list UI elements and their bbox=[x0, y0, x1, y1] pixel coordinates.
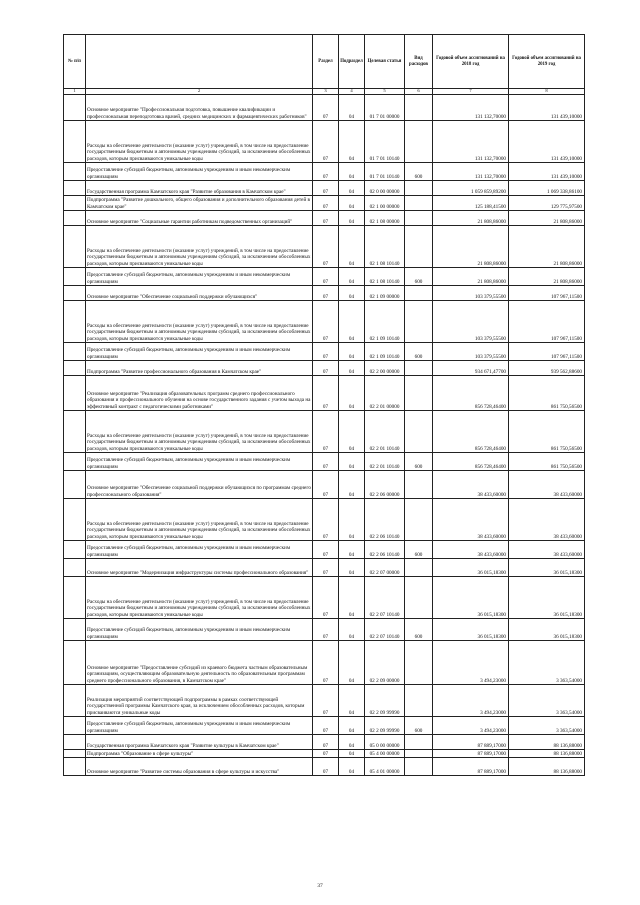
cell-expense-type bbox=[405, 735, 433, 750]
cell-target-article: 02 2 09 99990 bbox=[365, 717, 405, 735]
cell-target-article: 02 2 01 10140 bbox=[365, 411, 405, 453]
cell-name: Основное мероприятие "Обеспечение социальной поддержки обучающихся" bbox=[86, 286, 313, 301]
cell-target-article: 01 7 01 00000 bbox=[365, 95, 405, 121]
cell-number bbox=[64, 717, 86, 735]
cell-amount-2019: 861 750,56500 bbox=[509, 453, 585, 471]
cell-target-article: 02 1 08 10140 bbox=[365, 226, 405, 268]
cell-target-article: 05 0 00 00000 bbox=[365, 735, 405, 750]
cell-subsection: 04 bbox=[339, 559, 365, 577]
cell-amount-2018: 103 379,55500 bbox=[433, 301, 509, 343]
cell-name: Расходы на обеспечение деятельности (оказание услуг) учреждений, в том числе на предоставление государственным бюджетным и автономным учреждениям субсидий, за исключением обособленных расходов, которым присваиваются уникальные коды bbox=[86, 121, 313, 163]
cell-amount-2018: 856 728,46400 bbox=[433, 376, 509, 411]
cell-target-article: 02 2 01 00000 bbox=[365, 376, 405, 411]
cell-target-article: 02 2 09 99990 bbox=[365, 685, 405, 717]
table-row bbox=[64, 735, 585, 750]
cell-name: Основное мероприятие "Обеспечение социальной поддержки обучающихся по программам среднего профессионального образования" bbox=[86, 471, 313, 499]
cell-number bbox=[64, 758, 86, 776]
cell-amount-2018: 87 889,17000 bbox=[433, 735, 509, 750]
cell-number bbox=[64, 181, 86, 196]
cell-amount-2019: 3 363,54000 bbox=[509, 685, 585, 717]
table-row bbox=[64, 95, 585, 121]
cell-section: 07 bbox=[313, 750, 339, 758]
cell-amount-2019: 131 439,10000 bbox=[509, 121, 585, 163]
cell-section: 07 bbox=[313, 226, 339, 268]
cell-expense-type bbox=[405, 301, 433, 343]
cell-name: Расходы на обеспечение деятельности (оказание услуг) учреждений, в том числе на предоставление государственным бюджетным и автономным учреждениям субсидий, за исключением обособленных расходов, которым присваиваются уникальные коды bbox=[86, 301, 313, 343]
cell-name: Подпрограмма "Образование в сфере культуры" bbox=[86, 750, 313, 758]
cell-number bbox=[64, 453, 86, 471]
cell-amount-2018: 125 188,41500 bbox=[433, 196, 509, 211]
cell-amount-2019: 88 136,88000 bbox=[509, 735, 585, 750]
header-number: № п/п bbox=[64, 35, 86, 89]
cell-amount-2018: 3 494,23000 bbox=[433, 685, 509, 717]
cell-name: Основное мероприятие "Модернизация инфраструктуры системы профессионального образования" bbox=[86, 559, 313, 577]
cell-target-article: 05 4 01 00000 bbox=[365, 758, 405, 776]
cell-subsection: 04 bbox=[339, 499, 365, 541]
cell-amount-2018: 38 433,60000 bbox=[433, 499, 509, 541]
cell-amount-2018: 36 015,18300 bbox=[433, 559, 509, 577]
cell-subsection: 04 bbox=[339, 735, 365, 750]
cell-target-article: 01 7 01 10140 bbox=[365, 121, 405, 163]
cell-amount-2019: 107 967,11500 bbox=[509, 301, 585, 343]
cell-name: Основное мероприятие "Профессиональная подготовка, повышение квалификации и профессиональная переподготовка врачей, средних медицинских и фармацевтических работников" bbox=[86, 95, 313, 121]
cell-subsection: 04 bbox=[339, 301, 365, 343]
cell-target-article: 02 2 01 10140 bbox=[365, 453, 405, 471]
cell-amount-2018: 36 015,18300 bbox=[433, 577, 509, 619]
cell-amount-2018: 103 379,55500 bbox=[433, 343, 509, 361]
cell-name: Расходы на обеспечение деятельности (оказание услуг) учреждений, в том числе на предоставление государственным бюджетным и автономным учреждениям субсидий, за исключением обособленных расходов, которым присваиваются уникальные коды bbox=[86, 226, 313, 268]
cell-section: 07 bbox=[313, 286, 339, 301]
cell-target-article: 02 2 06 10140 bbox=[365, 541, 405, 559]
cell-section: 07 bbox=[313, 717, 339, 735]
header-expense-type: Вид расходов bbox=[405, 35, 433, 89]
cell-amount-2019: 3 363,54000 bbox=[509, 641, 585, 685]
cell-number bbox=[64, 226, 86, 268]
table-row bbox=[64, 758, 585, 776]
cell-number bbox=[64, 361, 86, 376]
cell-expense-type: 600 bbox=[405, 541, 433, 559]
cell-amount-2018: 856 728,46400 bbox=[433, 453, 509, 471]
cell-amount-2019: 21 808,86000 bbox=[509, 211, 585, 226]
cell-number bbox=[64, 301, 86, 343]
cell-name: Предоставление субсидий бюджетным, автономным учреждениям и иным некоммерческим организациям bbox=[86, 541, 313, 559]
cell-amount-2019: 131 439,10000 bbox=[509, 95, 585, 121]
cell-amount-2019: 861 750,56500 bbox=[509, 411, 585, 453]
cell-target-article: 02 2 09 00000 bbox=[365, 641, 405, 685]
cell-number bbox=[64, 685, 86, 717]
cell-section: 07 bbox=[313, 211, 339, 226]
cell-name: Предоставление субсидий бюджетным, автономным учреждениям и иным некоммерческим организациям bbox=[86, 163, 313, 181]
table-row bbox=[64, 361, 585, 376]
cell-amount-2019: 107 967,11500 bbox=[509, 343, 585, 361]
cell-section: 07 bbox=[313, 559, 339, 577]
cell-name: Предоставление субсидий бюджетным, автономным учреждениям и иным некоммерческим организациям bbox=[86, 343, 313, 361]
table-row bbox=[64, 717, 585, 735]
header-2019: Годовой объем ассигнований на 2019 год bbox=[509, 35, 585, 89]
column-number: 6 bbox=[405, 89, 433, 95]
cell-number bbox=[64, 577, 86, 619]
cell-subsection: 04 bbox=[339, 685, 365, 717]
cell-amount-2019: 131 439,10000 bbox=[509, 163, 585, 181]
table-row bbox=[64, 196, 585, 211]
cell-amount-2019: 3 363,54000 bbox=[509, 717, 585, 735]
cell-expense-type bbox=[405, 641, 433, 685]
table-row bbox=[64, 453, 585, 471]
cell-amount-2019: 88 136,88000 bbox=[509, 758, 585, 776]
cell-amount-2018: 38 433,60000 bbox=[433, 541, 509, 559]
cell-target-article: 02 2 07 10140 bbox=[365, 619, 405, 641]
table-row bbox=[64, 343, 585, 361]
cell-expense-type bbox=[405, 226, 433, 268]
table-row bbox=[64, 376, 585, 411]
cell-target-article: 02 2 06 10140 bbox=[365, 499, 405, 541]
cell-target-article: 02 1 00 00000 bbox=[365, 196, 405, 211]
cell-amount-2018: 36 015,18300 bbox=[433, 619, 509, 641]
cell-expense-type bbox=[405, 499, 433, 541]
column-number: 4 bbox=[339, 89, 365, 95]
column-number: 5 bbox=[365, 89, 405, 95]
cell-section: 07 bbox=[313, 376, 339, 411]
cell-subsection: 04 bbox=[339, 376, 365, 411]
cell-number bbox=[64, 499, 86, 541]
page-number: 37 bbox=[317, 883, 323, 889]
cell-expense-type: 600 bbox=[405, 268, 433, 286]
cell-target-article: 02 2 07 10140 bbox=[365, 577, 405, 619]
cell-subsection: 04 bbox=[339, 750, 365, 758]
cell-name: Расходы на обеспечение деятельности (оказание услуг) учреждений, в том числе на предоставление государственным бюджетным и автономным учреждениям субсидий, за исключением обособленных расходов, которым присваиваются уникальные коды bbox=[86, 499, 313, 541]
header-name bbox=[86, 35, 313, 89]
cell-name: Основное мероприятие "Реализация образовательных программ среднего профессионального образования и профессионального обучения на основе государственного задания с учетом выхода на эффективный контракт с педагогическими работниками" bbox=[86, 376, 313, 411]
cell-number bbox=[64, 343, 86, 361]
cell-name: Государственная программа Камчатского края "Развитие образования в Камчатском крае" bbox=[86, 181, 313, 196]
cell-section: 07 bbox=[313, 361, 339, 376]
cell-amount-2019: 939 562,88600 bbox=[509, 361, 585, 376]
table-row bbox=[64, 471, 585, 499]
cell-target-article: 02 2 00 00000 bbox=[365, 361, 405, 376]
cell-section: 07 bbox=[313, 735, 339, 750]
cell-section: 07 bbox=[313, 411, 339, 453]
cell-name: Государственная программа Камчатского края "Развитие культуры в Камчатском крае" bbox=[86, 735, 313, 750]
cell-name: Основное мероприятие "Социальные гарантии работникам подведомственных организаций" bbox=[86, 211, 313, 226]
cell-amount-2019: 36 015,18300 bbox=[509, 619, 585, 641]
cell-target-article: 02 1 09 00000 bbox=[365, 286, 405, 301]
cell-section: 07 bbox=[313, 343, 339, 361]
cell-amount-2018: 3 494,23000 bbox=[433, 641, 509, 685]
table-row bbox=[64, 121, 585, 163]
cell-subsection: 04 bbox=[339, 758, 365, 776]
cell-number bbox=[64, 121, 86, 163]
cell-name: Расходы на обеспечение деятельности (оказание услуг) учреждений, в том числе на предоставление государственным бюджетным и автономным учреждениям субсидий, за исключением обособленных расходов, которым присваиваются уникальные коды bbox=[86, 411, 313, 453]
cell-number bbox=[64, 286, 86, 301]
header-section: Раздел bbox=[313, 35, 339, 89]
cell-subsection: 04 bbox=[339, 286, 365, 301]
cell-section: 07 bbox=[313, 121, 339, 163]
cell-name: Предоставление субсидий бюджетным, автономным учреждениям и иным некоммерческим организациям bbox=[86, 717, 313, 735]
table-row bbox=[64, 685, 585, 717]
cell-subsection: 04 bbox=[339, 411, 365, 453]
cell-amount-2018: 38 433,60000 bbox=[433, 471, 509, 499]
cell-amount-2019: 38 433,60000 bbox=[509, 471, 585, 499]
cell-target-article: 02 1 09 10140 bbox=[365, 301, 405, 343]
cell-amount-2019: 36 015,18300 bbox=[509, 577, 585, 619]
cell-amount-2018: 856 728,46400 bbox=[433, 411, 509, 453]
cell-amount-2018: 87 889,17000 bbox=[433, 750, 509, 758]
budget-table bbox=[63, 34, 585, 776]
cell-amount-2018: 103 379,55500 bbox=[433, 286, 509, 301]
column-number: 2 bbox=[86, 89, 313, 95]
cell-amount-2018: 131 132,70000 bbox=[433, 95, 509, 121]
cell-subsection: 04 bbox=[339, 181, 365, 196]
cell-section: 07 bbox=[313, 163, 339, 181]
cell-number bbox=[64, 163, 86, 181]
cell-section: 07 bbox=[313, 758, 339, 776]
header-target-article: Целевая статья bbox=[365, 35, 405, 89]
cell-amount-2019: 88 136,88000 bbox=[509, 750, 585, 758]
cell-amount-2019: 21 808,86000 bbox=[509, 226, 585, 268]
cell-expense-type bbox=[405, 559, 433, 577]
table-row bbox=[64, 163, 585, 181]
cell-amount-2018: 87 889,17000 bbox=[433, 758, 509, 776]
cell-amount-2018: 21 808,86000 bbox=[433, 211, 509, 226]
table-row bbox=[64, 411, 585, 453]
cell-expense-type: 600 bbox=[405, 343, 433, 361]
cell-target-article: 02 2 06 00000 bbox=[365, 471, 405, 499]
table-row bbox=[64, 641, 585, 685]
cell-section: 07 bbox=[313, 181, 339, 196]
cell-number bbox=[64, 641, 86, 685]
cell-amount-2019: 129 775,97500 bbox=[509, 196, 585, 211]
cell-section: 07 bbox=[313, 577, 339, 619]
cell-target-article: 05 4 00 00000 bbox=[365, 750, 405, 758]
cell-number bbox=[64, 735, 86, 750]
cell-subsection: 04 bbox=[339, 343, 365, 361]
cell-number bbox=[64, 211, 86, 226]
cell-subsection: 04 bbox=[339, 196, 365, 211]
cell-subsection: 04 bbox=[339, 641, 365, 685]
cell-section: 07 bbox=[313, 619, 339, 641]
cell-section: 07 bbox=[313, 641, 339, 685]
cell-expense-type bbox=[405, 181, 433, 196]
cell-expense-type bbox=[405, 685, 433, 717]
table-row bbox=[64, 541, 585, 559]
cell-subsection: 04 bbox=[339, 163, 365, 181]
cell-subsection: 04 bbox=[339, 211, 365, 226]
table-body bbox=[64, 95, 585, 776]
column-number: 3 bbox=[313, 89, 339, 95]
cell-name: Реализация мероприятий соответствующей подпрограммы в рамках соответствующей государственной программы Камчатского края, за исключением обособленных расходов, которым присваиваются уникальные коды bbox=[86, 685, 313, 717]
cell-amount-2019: 1 069 338,86100 bbox=[509, 181, 585, 196]
table-row bbox=[64, 268, 585, 286]
cell-expense-type: 600 bbox=[405, 163, 433, 181]
cell-section: 07 bbox=[313, 541, 339, 559]
cell-expense-type bbox=[405, 577, 433, 619]
table-row bbox=[64, 181, 585, 196]
cell-section: 07 bbox=[313, 685, 339, 717]
cell-name: Основное мероприятие "Предоставление субсидий из краевого бюджета частным образовательным организациям, осуществляющим образовательную деятельность по образовательным программам среднего профессионального образования, в Камчатском крае" bbox=[86, 641, 313, 685]
cell-number bbox=[64, 619, 86, 641]
cell-expense-type: 600 bbox=[405, 717, 433, 735]
cell-amount-2018: 1 059 859,89200 bbox=[433, 181, 509, 196]
cell-expense-type: 600 bbox=[405, 453, 433, 471]
cell-expense-type bbox=[405, 376, 433, 411]
table-header-row bbox=[64, 35, 585, 89]
cell-number bbox=[64, 268, 86, 286]
cell-section: 07 bbox=[313, 301, 339, 343]
cell-amount-2019: 21 808,86000 bbox=[509, 268, 585, 286]
cell-subsection: 04 bbox=[339, 619, 365, 641]
cell-name: Основное мероприятие "Развитие системы образования в сфере культуры и искусства" bbox=[86, 758, 313, 776]
cell-number bbox=[64, 95, 86, 121]
cell-expense-type bbox=[405, 286, 433, 301]
cell-subsection: 04 bbox=[339, 577, 365, 619]
cell-section: 07 bbox=[313, 453, 339, 471]
cell-section: 07 bbox=[313, 471, 339, 499]
cell-target-article: 02 1 08 00000 bbox=[365, 211, 405, 226]
table-row bbox=[64, 577, 585, 619]
cell-amount-2018: 131 132,70000 bbox=[433, 163, 509, 181]
table-row bbox=[64, 211, 585, 226]
cell-target-article: 02 0 00 00000 bbox=[365, 181, 405, 196]
cell-amount-2018: 21 808,86000 bbox=[433, 268, 509, 286]
cell-expense-type bbox=[405, 211, 433, 226]
cell-subsection: 04 bbox=[339, 268, 365, 286]
cell-target-article: 01 7 01 10140 bbox=[365, 163, 405, 181]
cell-expense-type bbox=[405, 121, 433, 163]
cell-amount-2019: 38 433,60000 bbox=[509, 541, 585, 559]
cell-name: Подпрограмма "Развитие профессионального образования в Камчатском крае" bbox=[86, 361, 313, 376]
cell-subsection: 04 bbox=[339, 453, 365, 471]
cell-amount-2019: 107 967,11500 bbox=[509, 286, 585, 301]
column-number: 1 bbox=[64, 89, 86, 95]
cell-expense-type bbox=[405, 411, 433, 453]
cell-name: Предоставление субсидий бюджетным, автономным учреждениям и иным некоммерческим организациям bbox=[86, 619, 313, 641]
header-subsection: Подраздел bbox=[339, 35, 365, 89]
cell-name: Расходы на обеспечение деятельности (оказание услуг) учреждений, в том числе на предоставление государственным бюджетным и автономным учреждениям субсидий, за исключением обособленных расходов, которым присваиваются уникальные коды bbox=[86, 577, 313, 619]
header-2018: Годовой объем ассигнований на 2018 год bbox=[433, 35, 509, 89]
cell-number bbox=[64, 376, 86, 411]
cell-expense-type bbox=[405, 471, 433, 499]
column-number: 8 bbox=[509, 89, 585, 95]
cell-amount-2019: 36 015,18300 bbox=[509, 559, 585, 577]
cell-name: Подпрограмма "Развитие дошкольного, общего образования и дополнительного образования детей в Камчатском крае" bbox=[86, 196, 313, 211]
cell-number bbox=[64, 750, 86, 758]
cell-expense-type bbox=[405, 196, 433, 211]
cell-section: 07 bbox=[313, 268, 339, 286]
table-row bbox=[64, 226, 585, 268]
cell-subsection: 04 bbox=[339, 541, 365, 559]
cell-subsection: 04 bbox=[339, 226, 365, 268]
cell-subsection: 04 bbox=[339, 717, 365, 735]
cell-number bbox=[64, 196, 86, 211]
cell-number bbox=[64, 541, 86, 559]
cell-amount-2018: 3 494,23000 bbox=[433, 717, 509, 735]
cell-expense-type bbox=[405, 750, 433, 758]
cell-expense-type bbox=[405, 95, 433, 121]
cell-expense-type: 600 bbox=[405, 619, 433, 641]
cell-name: Предоставление субсидий бюджетным, автономным учреждениям и иным некоммерческим организациям bbox=[86, 453, 313, 471]
cell-expense-type bbox=[405, 758, 433, 776]
cell-amount-2018: 21 808,86000 bbox=[433, 226, 509, 268]
table-row bbox=[64, 301, 585, 343]
column-number: 7 bbox=[433, 89, 509, 95]
cell-amount-2018: 934 671,47700 bbox=[433, 361, 509, 376]
cell-amount-2019: 38 433,60000 bbox=[509, 499, 585, 541]
cell-number bbox=[64, 559, 86, 577]
cell-section: 07 bbox=[313, 95, 339, 121]
cell-section: 07 bbox=[313, 196, 339, 211]
cell-subsection: 04 bbox=[339, 361, 365, 376]
cell-subsection: 04 bbox=[339, 121, 365, 163]
table-row bbox=[64, 619, 585, 641]
cell-target-article: 02 1 08 10140 bbox=[365, 268, 405, 286]
cell-expense-type bbox=[405, 361, 433, 376]
cell-section: 07 bbox=[313, 499, 339, 541]
table-row bbox=[64, 559, 585, 577]
table-row bbox=[64, 286, 585, 301]
cell-subsection: 04 bbox=[339, 95, 365, 121]
cell-target-article: 02 1 09 10140 bbox=[365, 343, 405, 361]
cell-number bbox=[64, 411, 86, 453]
document-page bbox=[63, 34, 584, 776]
table-row bbox=[64, 499, 585, 541]
cell-subsection: 04 bbox=[339, 471, 365, 499]
cell-name: Предоставление субсидий бюджетным, автономным учреждениям и иным некоммерческим организациям bbox=[86, 268, 313, 286]
cell-amount-2018: 131 132,70000 bbox=[433, 121, 509, 163]
cell-target-article: 02 2 07 00000 bbox=[365, 559, 405, 577]
cell-number bbox=[64, 471, 86, 499]
cell-amount-2019: 861 750,56500 bbox=[509, 376, 585, 411]
table-row bbox=[64, 750, 585, 758]
